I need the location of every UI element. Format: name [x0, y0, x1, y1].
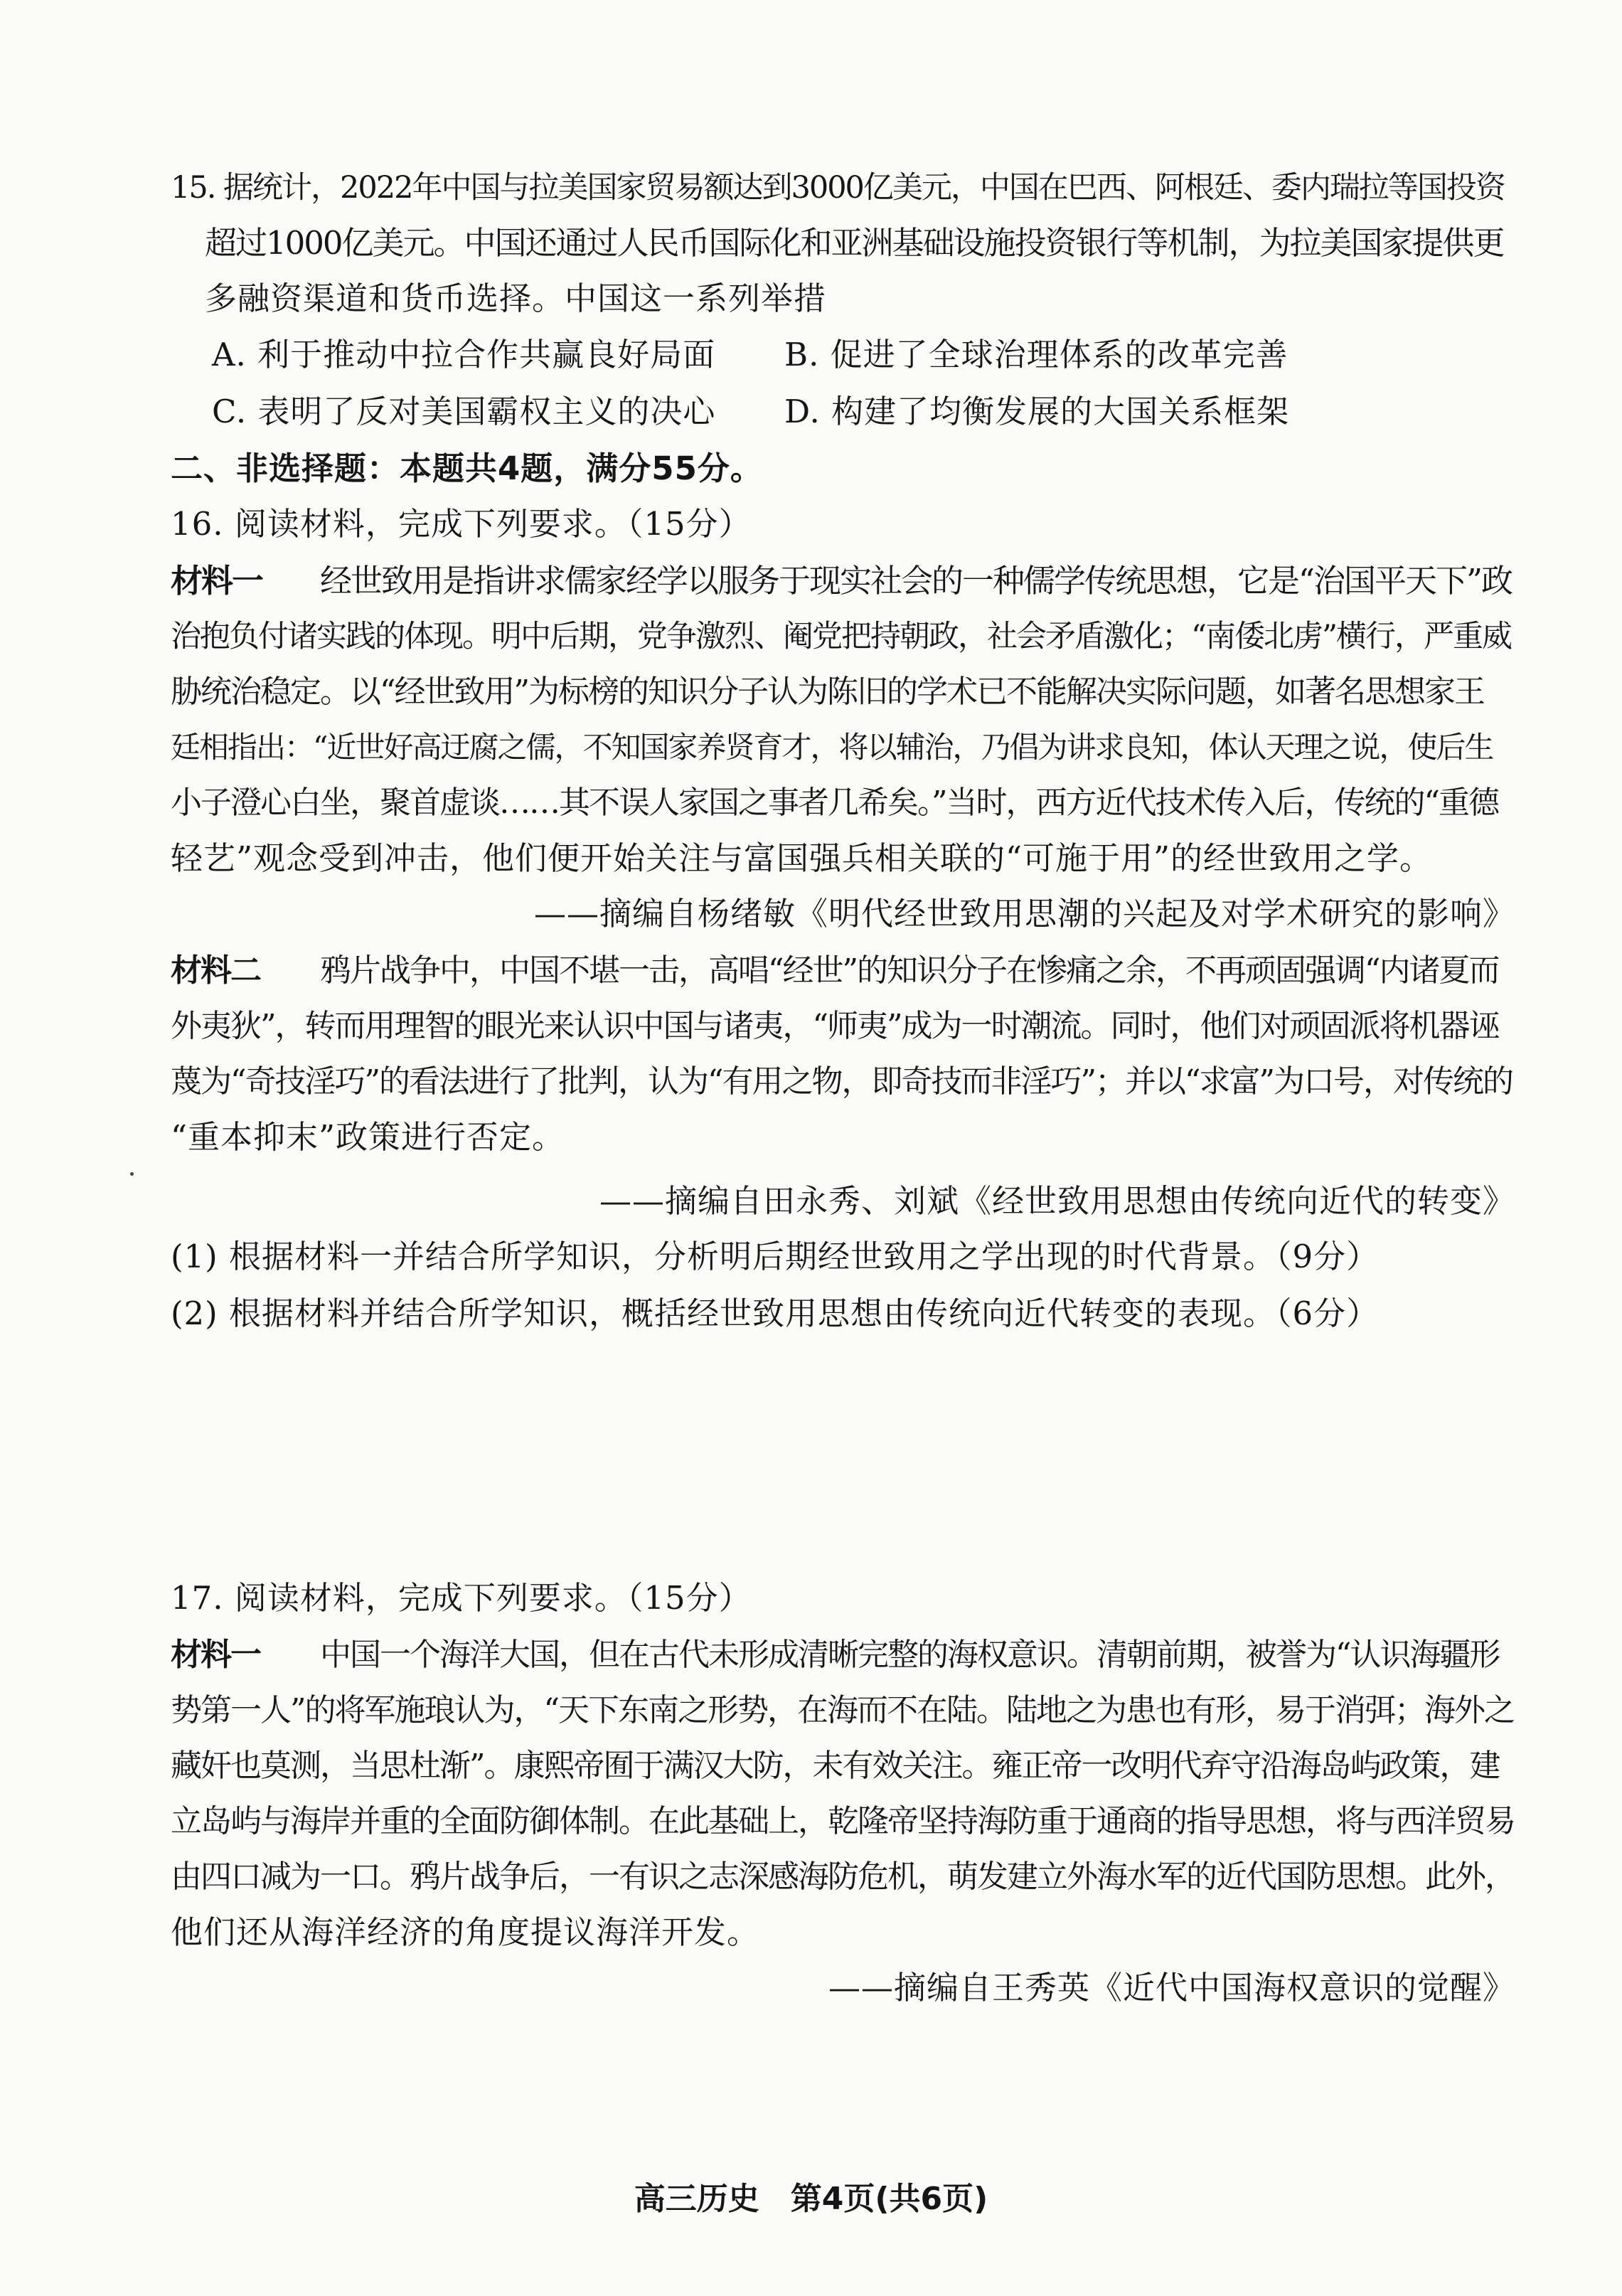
q15-line-2: 超过1000亿美元。中国还通过人民币国际化和亚洲基础设施投资银行等机制，为拉美国家提供更 [205, 224, 1504, 262]
q16-material-2-line-1 [171, 950, 1498, 992]
q15-line-3: 多融资渠道和货币选择。中国这一系列举措 [205, 280, 827, 317]
q17-material-1-line-1 [171, 1635, 1500, 1676]
q16-requirement-1: (1) 根据材料一并结合所学知识，分析明后期经世致用之学出现的时代背景。（9分） [171, 1238, 1380, 1275]
q16-material-2-line-3: 蔑为“奇技淫巧”的看法进行了批判，认为“有用之物，即奇技而非淫巧”；并以“求富”为口号，对传统的 [171, 1063, 1512, 1100]
q17-material-1-line-3: 藏奸也莫测，当思杜渐”。康熙帝囿于满汉大防，未有效关注。雍正帝一改明代弃守沿海岛屿政策，建 [171, 1748, 1500, 1784]
q16-material-1-line-1 [171, 560, 1512, 602]
page-footer: 高三历史 第4页(共6页) [634, 2181, 988, 2217]
stray-mark [130, 1172, 134, 1176]
q16-material-2-source: ——摘编自田永秀、刘斌《经世致用思想由传统向近代的转变》 [599, 1182, 1515, 1220]
q16-material-2-line-4: “重本抑末”政策进行否定。 [171, 1118, 565, 1156]
q16-material-2-text: 鸦片战争中，中国不堪一击，高唱“经世”的知识分子在惨痛之余，不再顽固强调“内诸夏而 [320, 952, 1499, 989]
q16-requirement-2: (2) 根据材料并结合所学知识，概括经世致用思想由传统向近代转变的表现。（6分） [171, 1295, 1380, 1332]
q17-material-1-line-2: 势第一人”的将军施琅认为，“天下东南之形势，在海而不在陆。陆地之为患也有形，易于消弭；海外之 [171, 1692, 1514, 1728]
q15-option-d: D. 构建了均衡发展的大国关系框架 [784, 393, 1290, 430]
q16-material-1-line-3: 胁统治稳定。以“经世致用”为标榜的知识分子认为陈旧的学术已不能解决实际问题，如著名思想家王 [171, 674, 1484, 710]
q15-option-a: A. 利于推动中拉合作共赢良好局面 [212, 336, 716, 373]
q17-title: 17. 阅读材料，完成下列要求。（15分） [171, 1579, 752, 1617]
q16-material-1-line-6: 轻艺”观念受到冲击，他们便开始关注与富国强兵相关联的“可施于用”的经世致用之学。 [171, 839, 1433, 877]
q15-line-1: 15. 据统计，2022年中国与拉美国家贸易额达到3000亿美元，中国在巴西、阿根廷、委内瑞拉等国投资 [171, 170, 1505, 206]
q17-material-1-line-4: 立岛屿与海岸并重的全面防御体制。在此基础上，乾隆帝坚持海防重于通商的指导思想，将与西洋贸易 [171, 1803, 1515, 1839]
q17-material-1-line-6: 他们还从海洋经济的角度提议海洋开发。 [171, 1913, 760, 1951]
q16-material-1-line-2: 治抱负付诸实践的体现。明中后期，党争激烈、阉党把持朝政，社会矛盾激化；“南倭北虏”横行，严重威 [171, 619, 1511, 654]
q17-material-1-label: 材料一 [171, 1637, 260, 1673]
q16-material-1-text: 经世致用是指讲求儒家经学以服务于现实社会的一种儒学传统思想，它是“治国平天下”政 [320, 562, 1512, 600]
q17-material-1-line-5: 由四口减为一口。鸦片战争后，一有识之志深感海防危机，萌发建立外海水军的近代国防思想。此外， [171, 1859, 1515, 1895]
q16-material-1-source: ——摘编自杨绪敏《明代经世致用思潮的兴起及对学术研究的影响》 [533, 895, 1515, 932]
q16-material-1-line-5: 小子澄心白坐，聚首虚谈……其不误人家国之事者几希矣。”当时，西方近代技术传入后，传统的“重德 [171, 785, 1498, 821]
q16-material-1-line-4: 廷相指出：“近世好高迂腐之儒，不知国家养贤育才，将以辅治，乃倡为讲求良知，体认天理之说，使后生 [171, 730, 1493, 765]
section-heading: 二、非选择题：本题共4题，满分55分。 [171, 450, 763, 487]
q17-material-1-text: 中国一个海洋大国，但在古代未形成清晰完整的海权意识。清朝前期，被誉为“认识海疆形 [320, 1637, 1500, 1673]
q15-option-c: C. 表明了反对美国霸权主义的决心 [212, 393, 716, 430]
q16-material-1-label: 材料一 [171, 562, 263, 600]
q17-material-1-source: ——摘编自王秀英《近代中国海权意识的觉醒》 [828, 1969, 1515, 2007]
q15-option-b: B. 促进了全球治理体系的改革完善 [784, 336, 1288, 373]
q16-material-2-line-2: 外夷狄”，转而用理智的眼光来认识中国与诸夷，“师夷”成为一时潮流。同时，他们对顽固派将机器诬 [171, 1008, 1499, 1044]
q16-title: 16. 阅读材料，完成下列要求。（15分） [171, 505, 752, 543]
q16-material-2-label: 材料二 [171, 952, 260, 989]
